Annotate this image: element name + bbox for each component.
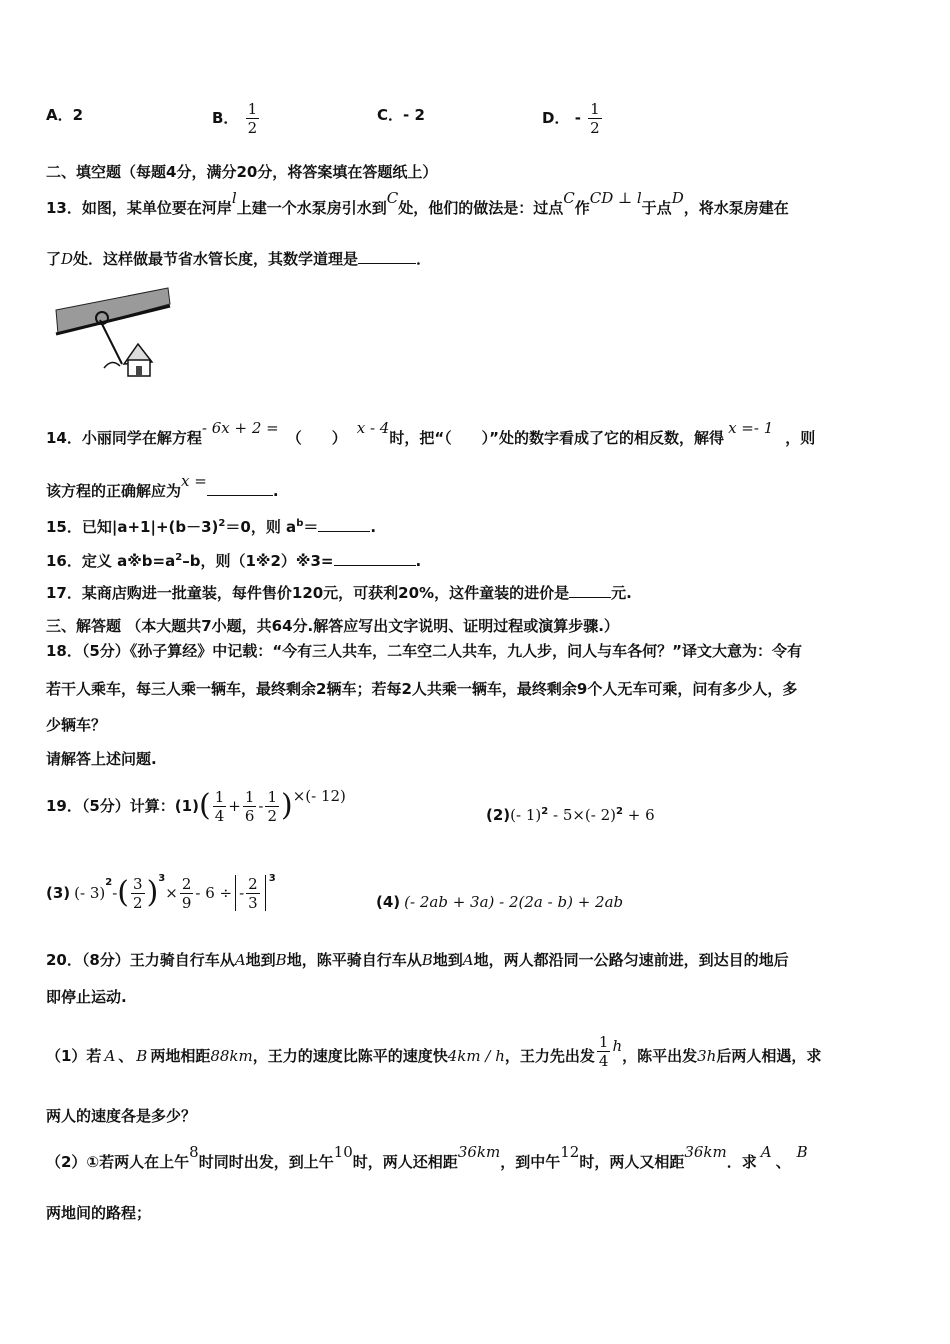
question-20-part2-cont: 两地间的路程； <box>46 1204 152 1222</box>
question-19-part2: (2)(- 1)$^2$ - 5×(- 2)$^2$ + 6 <box>486 806 655 824</box>
question-16: 16．定义 $a※b=a^2-b$，则（1※2）※3= . <box>46 552 422 570</box>
question-18-line4: 请解答上述问题. <box>46 750 157 768</box>
fraction: $\frac{1}{2}$ <box>247 100 258 137</box>
question-19-part3: (3) (- 3) $^2$ - ( $\frac{3}{2}$ ) $^3$ × $\frac{2}{9}$ - 6 ÷ - $\frac{2}{3}$ $^3$ <box>46 873 276 912</box>
answer-blank[interactable] <box>207 480 273 496</box>
answer-blank[interactable] <box>334 550 416 566</box>
question-17: 17．某商店购进一批童装，每件售价120元，可获利20%，这件童装的进价是 元. <box>46 584 632 602</box>
question-20-part1-cont: 两人的速度各是多少？ <box>46 1107 197 1125</box>
question-18-line2: 若干人乘车，每三人乘一辆车，最终剩余2辆车；若每2人共乘一辆车，最终剩余9个人无车可乘，问有多少人，多 <box>46 680 798 698</box>
question-20-line2: 即停止运动. <box>46 988 127 1006</box>
question-20-part2: （2）①若两人在上午8时同时出发，到上午10时，两人还相距36km，到中午12时，两人又相距36km．求A、B <box>46 1143 808 1171</box>
answer-blank[interactable] <box>318 516 370 532</box>
blank-paren[interactable]: （ ） <box>286 429 347 447</box>
question-19-part4: (4) (- 2ab + 3a) - 2(2a - b) + 2ab <box>376 893 624 911</box>
question-14: 14．小丽同学在解方程- 6x + 2 =（ ）x - 4时，把“（ ）”处的数字看成了它的相反数，解得x =- 1，则 <box>46 419 816 447</box>
fraction: $\frac{1}{2}$ <box>590 100 600 137</box>
question-13-cont: 了D处．这样做最节省水管长度，其数学道理是 ． <box>46 250 432 268</box>
river-pump-figure <box>52 282 174 382</box>
option-b: B． $\frac{1}{2}$ <box>212 100 258 137</box>
section-heading: 三、解答题 （本大题共7小题，共64分.解答应写出文字说明、证明过程或演算步骤.） <box>46 617 619 635</box>
option-d: D． - $\frac{1}{2}$ <box>542 100 600 137</box>
option-a: A．2 <box>46 106 84 124</box>
question-13: 13．如图，某单位要在河岸l上建一个水泵房引水到C处，他们的做法是：过点C作CD ⊥ l于点D，将水泵房建在 <box>46 189 789 217</box>
question-14-cont: 该方程的正确解应为x =. <box>46 472 279 500</box>
answer-blank[interactable] <box>358 248 416 264</box>
question-19-part1: 19．（5分）计算：(1) ( $\frac{1}{4}$ + $\frac{1}{6}$ - $\frac{1}{2}$ ) ×(- 12) <box>46 787 346 825</box>
option-c: C．- 2 <box>377 106 425 124</box>
question-20-part1: （1）若 A 、 B 两地相距 88km ，王力的速度比陈平的速度快 4km / h ，王力先出发 $\frac{1}{4}$ h ，陈平出发 3h 后两人相遇，求 <box>46 1032 822 1070</box>
question-20-line1: 20．（8分）王力骑自行车从A地到B地，陈平骑自行车从B地到A地，两人都沿同一公路匀速前进，到达目的地后 <box>46 951 789 969</box>
answer-blank[interactable] <box>569 582 611 598</box>
question-18-line1: 18．（5分）《孙子算经》中记载：“今有三人共车，二车空二人共车，九人步，问人与车各何？”译文大意为：令有 <box>46 642 803 660</box>
section-heading: 二、填空题（每题4分，满分20分，将答案填在答题纸上） <box>46 163 438 181</box>
question-18-line3: 少辆车？ <box>46 716 107 734</box>
question-15: 15．已知$|a+1|+(b-3)^2=0$，则 $a^b=$ . <box>46 518 377 536</box>
